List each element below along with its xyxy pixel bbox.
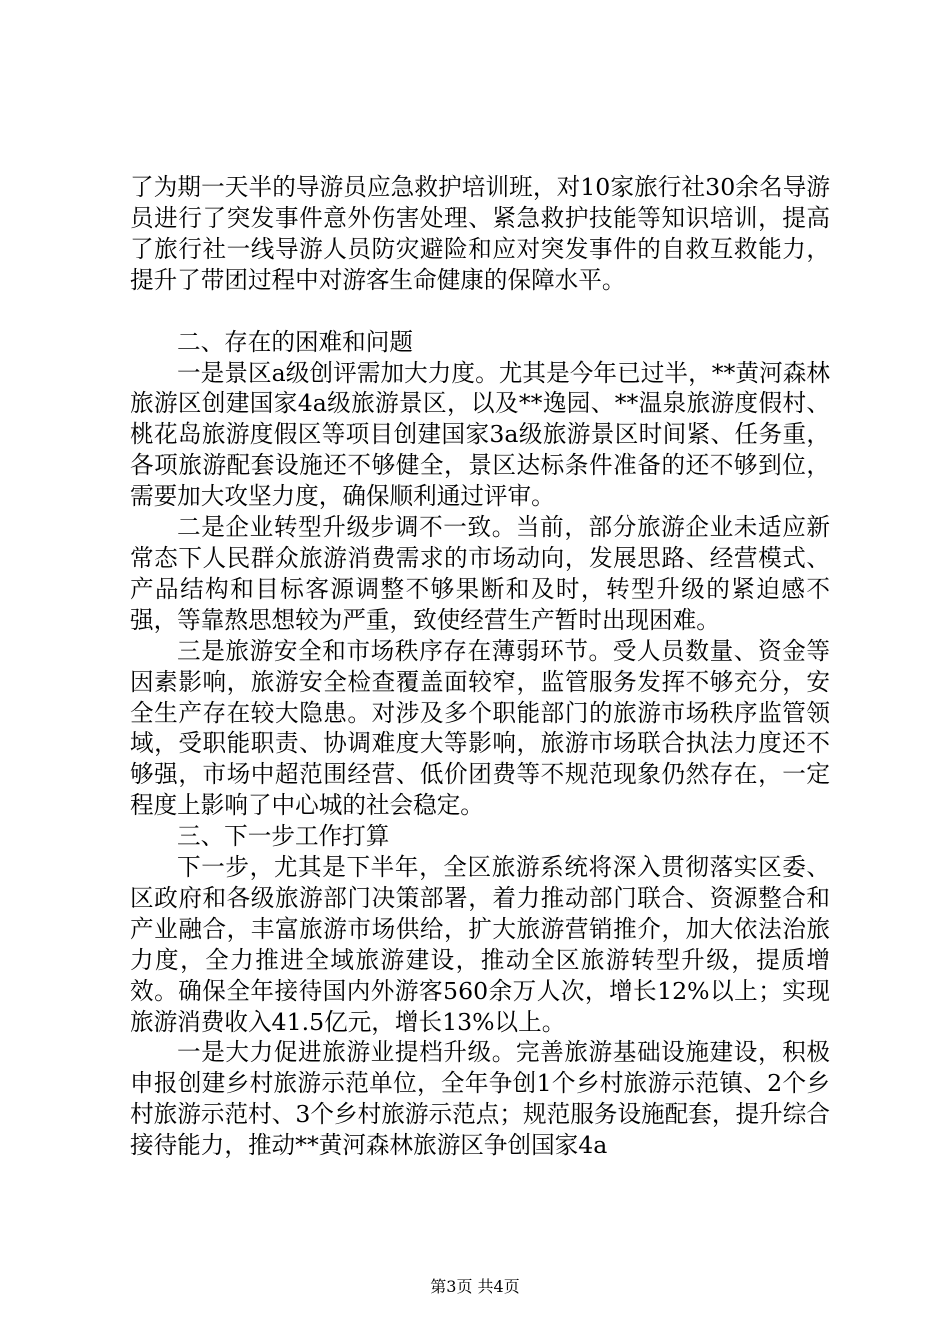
paragraph-continued: 了为期一天半的导游员应急救护培训班，对10家旅行社30余名导游员进行了突发事件意外伤害处理、紧急救护技能等知识培训，提高了旅行社一线导游人员防灾避险和应对突发事件的自救互救能力，提升了带团过程中对游客生命健康的保障水平。 — [130, 173, 830, 294]
paragraph-problem-3: 三是旅游安全和市场秩序存在薄弱环节。受人员数量、资金等因素影响，旅游安全检查覆盖面较窄，监管服务发挥不够充分，安全生产存在较大隐患。对涉及多个职能部门的旅游市场秩序监管领域，受职能职责、协调难度大等影响，旅游市场联合执法力度还不够强，市场中超范围经营、低价团费等不规范现象仍然存在，一定程度上影响了中心城的社会稳定。 — [130, 636, 830, 820]
page-footer: 第3页 共4页 — [430, 1277, 520, 1296]
paragraph-next-step-1: 一是大力促进旅游业提档升级。完善旅游基础设施建设，积极申报创建乡村旅游示范单位，全年争创1个乡村旅游示范镇、2个乡村旅游示范村、3个乡村旅游示范点；规范服务设施配套，提升综合接待能力，推动**黄河森林旅游区争创国家4a — [130, 1038, 830, 1160]
paragraph-gap — [130, 296, 830, 327]
section-heading-next-steps: 三、下一步工作打算 — [177, 822, 390, 851]
paragraph-problem-2: 二是企业转型升级步调不一致。当前，部分旅游企业未适应新常态下人民群众旅游消费需求的市场动向，发展思路、经营模式、产品结构和目标客源调整不够果断和及时，转型升级的紧迫感不强，等靠熬思想较为严重，致使经营生产暂时出现困难。 — [130, 513, 830, 634]
paragraph-problem-1: 一是景区a级创评需加大力度。尤其是今年已过半，**黄河森林旅游区创建国家4a级旅游景区，以及**逸园、**温泉旅游度假村、桃花岛旅游度假区等项目创建国家3a级旅游景区时间紧、任务重，各项旅游配套设施还不够健全，景区达标条件准备的还不够到位，需要加大攻坚力度，确保顺利通过评审。 — [130, 358, 830, 511]
paragraph-next-steps-intro: 下一步，尤其是下半年，全区旅游系统将深入贯彻落实区委、区政府和各级旅游部门决策部署，着力推动部门联合、资源整合和产业融合，丰富旅游市场供给，扩大旅游营销推介，加大依法治旅力度，全力推进全域旅游建设，推动全区旅游转型升级，提质增效。确保全年接待国内外游客560余万人次，增长12%以上；实现旅游消费收入41.5亿元，增长13%以上。 — [130, 853, 830, 1036]
section-heading-problems: 二、存在的困难和问题 — [177, 327, 413, 356]
document-body — [130, 172, 830, 1161]
